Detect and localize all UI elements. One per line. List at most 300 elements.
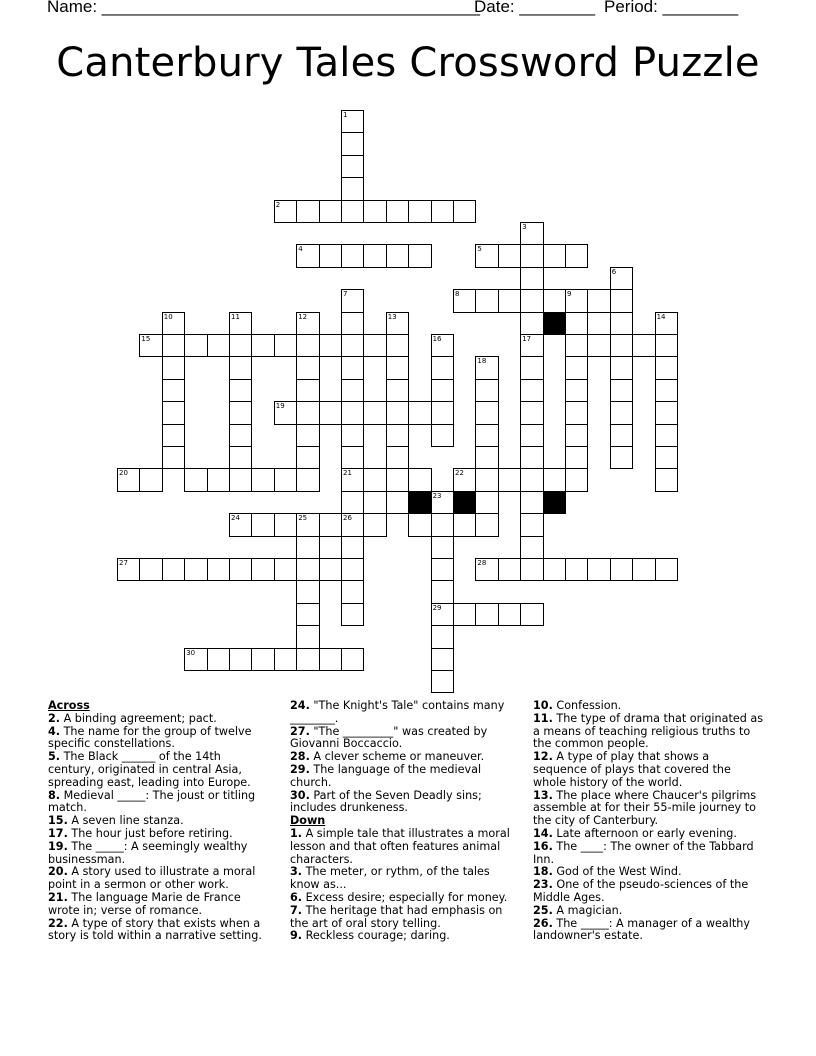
- clue-text: The Black ______ of the 14th century, originated in central Asia, spreading east, leading into Europe.: [48, 750, 251, 789]
- clue-text: A simple tale that illustrates a moral lesson and that often features animal characters.: [290, 826, 510, 866]
- clue-text: A story used to illustrate a moral point in a sermon or other work.: [48, 865, 256, 892]
- crossword-cell[interactable]: [274, 468, 297, 491]
- clue-text: Late afternoon or early evening.: [552, 826, 737, 840]
- crossword-cell[interactable]: [408, 244, 431, 267]
- clue-text: God of the West Wind.: [552, 865, 682, 879]
- crossword-cell[interactable]: [296, 401, 319, 424]
- clue-text: Excess desire; especially for money.: [302, 890, 508, 904]
- clue-text: The _____: A seemingly wealthy businessman.: [48, 839, 248, 866]
- clue-number: 24: [231, 514, 240, 523]
- crossword-cell[interactable]: [341, 580, 364, 603]
- crossword-cell[interactable]: [274, 648, 297, 671]
- crossword-cell[interactable]: [363, 513, 386, 536]
- clue-text: The type of drama that originated as a means of teaching religious truths to the common people.: [533, 711, 764, 751]
- clue-number: 6.: [290, 890, 303, 904]
- clue-item: [533, 879, 765, 905]
- clue-item: [48, 726, 270, 752]
- crossword-cell[interactable]: [520, 424, 543, 447]
- crossword-cell[interactable]: [386, 424, 409, 447]
- date-label: Date: ________: [474, 0, 595, 16]
- crossword-cell[interactable]: [274, 334, 297, 357]
- clue-text: One of the pseudo-sciences of the Middle Ages.: [533, 878, 749, 904]
- crossword-cell[interactable]: [520, 558, 543, 581]
- crossword-cell[interactable]: [251, 558, 274, 581]
- crossword-cell[interactable]: [296, 446, 319, 469]
- crossword-cell[interactable]: [498, 244, 521, 267]
- crossword-cell[interactable]: [319, 334, 342, 357]
- crossword-cell[interactable]: [655, 312, 678, 335]
- crossword-cell[interactable]: [319, 513, 342, 536]
- crossword-cell[interactable]: [162, 356, 185, 379]
- crossword-cell[interactable]: [520, 513, 543, 536]
- clue-text: A type of story that exists when a story is told within a narrative setting.: [48, 916, 262, 943]
- crossword-cell[interactable]: [296, 648, 319, 671]
- crossword-cell[interactable]: [341, 200, 364, 223]
- crossword-cell[interactable]: [296, 424, 319, 447]
- crossword-cell[interactable]: [431, 356, 454, 379]
- crossword-cell[interactable]: [296, 356, 319, 379]
- clue-number: 2: [275, 200, 281, 209]
- clue-number: 16.: [533, 839, 553, 853]
- crossword-cell[interactable]: [296, 244, 319, 267]
- crossword-cell[interactable]: [610, 379, 633, 402]
- clue-text: "The _________" was created by Giovanni Boccaccio.: [290, 724, 488, 751]
- page-title: Canterbury Tales Crossword Puzzle: [56, 40, 760, 86]
- clue-number: 19: [275, 402, 285, 411]
- crossword-cell[interactable]: [431, 536, 454, 559]
- crossword-cell[interactable]: [475, 513, 498, 536]
- clue-number: 14: [656, 312, 666, 321]
- crossword-cell[interactable]: [251, 513, 274, 536]
- clue-number: 20: [119, 469, 128, 478]
- crossword-cell[interactable]: [610, 289, 633, 312]
- clue-number: 22: [455, 469, 464, 478]
- clue-number: 8.: [48, 788, 61, 802]
- crossword-cell[interactable]: [274, 401, 297, 424]
- crossword-cell[interactable]: [229, 356, 252, 379]
- crossword-cell[interactable]: [296, 379, 319, 402]
- crossword-cell[interactable]: [251, 468, 274, 491]
- crossword-cell[interactable]: [610, 424, 633, 447]
- crossword-cell[interactable]: [184, 334, 207, 357]
- crossword-cell[interactable]: [207, 558, 230, 581]
- clue-item: [48, 751, 270, 789]
- crossword-cell[interactable]: [475, 603, 498, 626]
- crossword-cell[interactable]: [296, 558, 319, 581]
- crossword-cell[interactable]: [408, 200, 431, 223]
- crossword-cell[interactable]: [520, 312, 543, 335]
- crossword-cell[interactable]: [565, 401, 588, 424]
- crossword-cell[interactable]: [431, 670, 454, 693]
- clue-item: [533, 790, 765, 828]
- crossword-cell[interactable]: [632, 558, 655, 581]
- clue-number: 10.: [533, 699, 553, 712]
- clue-text: Medieval _____: The joust or titling match.: [48, 788, 256, 815]
- crossword-cell[interactable]: [184, 468, 207, 491]
- crossword-cell[interactable]: [565, 379, 588, 402]
- crossword-cell[interactable]: [341, 155, 364, 178]
- crossword-cell[interactable]: [341, 177, 364, 200]
- crossword-cell[interactable]: [543, 244, 566, 267]
- crossword-cell[interactable]: [565, 312, 588, 335]
- crossword-cell[interactable]: [296, 513, 319, 536]
- crossword-cell[interactable]: [610, 558, 633, 581]
- crossword-cell[interactable]: [341, 312, 364, 335]
- crossword-cell[interactable]: [341, 132, 364, 155]
- clue-text: The hour just before retiring.: [67, 826, 233, 840]
- crossword-cell[interactable]: [162, 401, 185, 424]
- clue-number: 3: [522, 223, 527, 231]
- clue-number: 4: [298, 245, 303, 254]
- crossword-cell[interactable]: [408, 513, 431, 536]
- crossword-cell[interactable]: [431, 513, 454, 536]
- clue-number: 3.: [290, 865, 303, 879]
- crossword-cell[interactable]: [139, 334, 162, 357]
- crossword-cell[interactable]: [520, 244, 543, 267]
- clue-item: [533, 713, 765, 751]
- crossword-cell[interactable]: [296, 468, 319, 491]
- crossword-cell[interactable]: [184, 558, 207, 581]
- crossword-cell[interactable]: [341, 424, 364, 447]
- crossword-cell[interactable]: [453, 513, 476, 536]
- clue-number: 25.: [533, 903, 553, 917]
- clue-text: The heritage that had emphasis on the art of oral story telling.: [290, 903, 503, 930]
- crossword-cell[interactable]: [565, 468, 588, 491]
- across-heading: Across: [48, 699, 90, 712]
- clue-number: 30.: [290, 788, 310, 802]
- crossword-cell[interactable]: [162, 312, 185, 335]
- crossword-cell[interactable]: [229, 648, 252, 671]
- crossword-cell[interactable]: [431, 424, 454, 447]
- clue-number: 26.: [533, 916, 553, 930]
- clue-number: 12.: [533, 750, 553, 764]
- crossword-cell[interactable]: [229, 468, 252, 491]
- clue-text: A clever scheme or maneuver.: [309, 750, 485, 764]
- crossword-cell[interactable]: [274, 200, 297, 223]
- clue-number: 1: [343, 111, 348, 119]
- crossword-cell[interactable]: [363, 244, 386, 267]
- crossword-cell[interactable]: [319, 558, 342, 581]
- crossword-cell[interactable]: [543, 468, 566, 491]
- clue-number: 9: [567, 290, 572, 299]
- clue-item: [290, 790, 512, 816]
- crossword-cell[interactable]: [475, 446, 498, 469]
- crossword-cell[interactable]: [520, 356, 543, 379]
- crossword-cell[interactable]: [162, 446, 185, 469]
- crossword-cell[interactable]: [229, 513, 252, 536]
- clue-number: 28: [477, 559, 487, 567]
- crossword-cell[interactable]: [386, 244, 409, 267]
- clue-item: [48, 790, 270, 816]
- crossword-cell[interactable]: [229, 312, 252, 335]
- crossword-cell[interactable]: [162, 379, 185, 402]
- clue-number: 23: [432, 491, 442, 500]
- crossword-cell[interactable]: [341, 110, 364, 133]
- clue-number: 6: [611, 267, 617, 276]
- crossword-cell[interactable]: [296, 334, 319, 357]
- crossword-cell[interactable]: [565, 244, 588, 267]
- crossword-cell[interactable]: [453, 603, 476, 626]
- crossword-cell[interactable]: [520, 334, 543, 357]
- crossword-cell[interactable]: [475, 244, 498, 267]
- crossword-cell[interactable]: [565, 356, 588, 379]
- crossword-cell[interactable]: [341, 603, 364, 626]
- crossword-cell[interactable]: [565, 558, 588, 581]
- crossword-cell[interactable]: [229, 424, 252, 447]
- clue-item: [48, 892, 270, 918]
- crossword-cell[interactable]: [408, 401, 431, 424]
- clue-text: A type of play that shows a sequence of plays that covered the whole history of the world.: [533, 750, 731, 789]
- clue-text: A magician.: [552, 903, 623, 917]
- clue-number: 23.: [533, 878, 553, 892]
- crossword-cell[interactable]: [251, 334, 274, 357]
- crossword-cell[interactable]: [520, 536, 543, 559]
- crossword-cell[interactable]: [475, 424, 498, 447]
- clue-number: 12: [298, 312, 308, 321]
- clue-number: 1.: [290, 826, 303, 840]
- crossword-cell[interactable]: [139, 558, 162, 581]
- crossword-cell[interactable]: [139, 468, 162, 491]
- clue-number: 5: [477, 245, 482, 254]
- crossword-cell[interactable]: [229, 334, 252, 357]
- crossword-cell[interactable]: [386, 468, 409, 491]
- clue-item: [290, 930, 512, 943]
- crossword-cell[interactable]: [386, 200, 409, 223]
- crossword-cell[interactable]: [296, 625, 319, 648]
- crossword-cell[interactable]: [229, 446, 252, 469]
- crossword-cell[interactable]: [655, 446, 678, 469]
- crossword-cell[interactable]: [610, 312, 633, 335]
- crossword-cell[interactable]: [453, 200, 476, 223]
- clue-number: 13.: [533, 788, 553, 802]
- crossword-cell[interactable]: [453, 491, 476, 514]
- down-clue-list: [290, 828, 512, 943]
- crossword-cell[interactable]: [431, 580, 454, 603]
- clue-number: 10: [163, 312, 173, 321]
- crossword-cell[interactable]: [475, 558, 498, 581]
- crossword-cell[interactable]: [610, 446, 633, 469]
- crossword-cell[interactable]: [655, 401, 678, 424]
- crossword-cell[interactable]: [543, 289, 566, 312]
- crossword-cell[interactable]: [431, 200, 454, 223]
- black-square: [543, 491, 566, 514]
- crossword-cell[interactable]: [632, 334, 655, 357]
- crossword-cell[interactable]: [655, 334, 678, 357]
- crossword-cell[interactable]: [520, 603, 543, 626]
- clue-text: The name for the group of twelve specific constellations.: [48, 724, 252, 751]
- crossword-cell[interactable]: [386, 334, 409, 357]
- crossword-cell[interactable]: [341, 513, 364, 536]
- clue-number: 29.: [290, 762, 310, 776]
- crossword-cell[interactable]: [207, 468, 230, 491]
- crossword-cell[interactable]: [587, 334, 610, 357]
- crossword-cell[interactable]: [475, 356, 498, 379]
- across-clue-list: [48, 713, 270, 943]
- crossword-cell[interactable]: [498, 558, 521, 581]
- clue-text: Part of the Seven Deadly sins; includes drunkeness.: [290, 788, 482, 815]
- crossword-cell[interactable]: [363, 334, 386, 357]
- crossword-cell[interactable]: [341, 536, 364, 559]
- crossword-cell[interactable]: [520, 401, 543, 424]
- clue-item: [290, 764, 512, 790]
- clue-number: 14.: [533, 826, 553, 840]
- crossword-cell[interactable]: [498, 468, 521, 491]
- crossword-cell[interactable]: [565, 424, 588, 447]
- crossword-cell[interactable]: [475, 401, 498, 424]
- crossword-cell[interactable]: [610, 267, 633, 290]
- crossword-cell[interactable]: [363, 468, 386, 491]
- clue-text: The ____: The owner of the Tabbard Inn.: [533, 839, 754, 866]
- crossword-cell[interactable]: [386, 491, 409, 514]
- crossword-cell[interactable]: [341, 446, 364, 469]
- crossword-cell[interactable]: [565, 334, 588, 357]
- across-clue-list-continued: [290, 700, 512, 815]
- crossword-cell[interactable]: [207, 334, 230, 357]
- crossword-cell[interactable]: [363, 200, 386, 223]
- crossword-cell[interactable]: [475, 289, 498, 312]
- crossword-cell[interactable]: [274, 513, 297, 536]
- crossword-cell[interactable]: [341, 356, 364, 379]
- crossword-cell[interactable]: [341, 558, 364, 581]
- clue-item: [48, 866, 270, 892]
- clue-number: 13: [387, 312, 397, 321]
- crossword-cell[interactable]: [498, 289, 521, 312]
- clue-item: [48, 918, 270, 944]
- crossword-cell[interactable]: [229, 401, 252, 424]
- crossword-cell[interactable]: [341, 648, 364, 671]
- clue-number: 27.: [290, 724, 310, 738]
- clues-column-1: [48, 700, 270, 943]
- crossword-cell[interactable]: [117, 558, 140, 581]
- crossword-cell[interactable]: [520, 222, 543, 245]
- crossword-cell[interactable]: [386, 356, 409, 379]
- crossword-cell[interactable]: [274, 558, 297, 581]
- crossword-cell[interactable]: [475, 468, 498, 491]
- crossword-cell[interactable]: [296, 580, 319, 603]
- crossword-cell[interactable]: [117, 468, 140, 491]
- clue-number: 24.: [290, 699, 310, 712]
- crossword-cell[interactable]: [520, 267, 543, 290]
- crossword-cell[interactable]: [520, 379, 543, 402]
- crossword-cell[interactable]: [655, 424, 678, 447]
- crossword-cell[interactable]: [565, 446, 588, 469]
- crossword-cell[interactable]: [520, 446, 543, 469]
- crossword-cell[interactable]: [655, 468, 678, 491]
- crossword-cell[interactable]: [229, 558, 252, 581]
- crossword-cell[interactable]: [386, 446, 409, 469]
- crossword-cell[interactable]: [610, 334, 633, 357]
- crossword-cell[interactable]: [386, 312, 409, 335]
- crossword-cell[interactable]: [610, 401, 633, 424]
- crossword-cell[interactable]: [162, 334, 185, 357]
- crossword-cell[interactable]: [296, 200, 319, 223]
- crossword-cell[interactable]: [520, 491, 543, 514]
- clue-number: 7.: [290, 903, 303, 917]
- crossword-cell[interactable]: [431, 558, 454, 581]
- crossword-cell[interactable]: [431, 379, 454, 402]
- crossword-cell[interactable]: [655, 356, 678, 379]
- clue-number: 11.: [533, 711, 553, 725]
- crossword-cell[interactable]: [341, 491, 364, 514]
- crossword-cell[interactable]: [587, 289, 610, 312]
- clue-number: 26: [343, 514, 352, 523]
- crossword-cell[interactable]: [341, 468, 364, 491]
- clue-item: [533, 841, 765, 867]
- crossword-cell[interactable]: [431, 401, 454, 424]
- crossword-cell[interactable]: [319, 200, 342, 223]
- crossword-cell[interactable]: [655, 558, 678, 581]
- crossword-cell[interactable]: [408, 468, 431, 491]
- clue-number: 29: [432, 603, 442, 612]
- crossword-cell[interactable]: [341, 401, 364, 424]
- clue-item: [290, 828, 512, 866]
- crossword-cell[interactable]: [565, 289, 588, 312]
- crossword-cell[interactable]: [453, 468, 476, 491]
- crossword-cell[interactable]: [184, 648, 207, 671]
- crossword-cell[interactable]: [475, 491, 498, 514]
- crossword-cell[interactable]: [341, 244, 364, 267]
- clue-number: 9.: [290, 929, 303, 943]
- crossword-cell[interactable]: [431, 625, 454, 648]
- crossword-cell[interactable]: [610, 356, 633, 379]
- crossword-cell[interactable]: [251, 648, 274, 671]
- clue-number: 25: [298, 514, 308, 523]
- crossword-cell[interactable]: [341, 289, 364, 312]
- crossword-cell[interactable]: [296, 536, 319, 559]
- crossword-cell[interactable]: [319, 401, 342, 424]
- crossword-cell[interactable]: [520, 289, 543, 312]
- crossword-cell[interactable]: [655, 379, 678, 402]
- crossword-cell[interactable]: [431, 491, 454, 514]
- clue-number: 18.: [533, 865, 553, 879]
- crossword-cell[interactable]: [520, 468, 543, 491]
- clue-number: 27: [119, 559, 128, 567]
- clue-number: 30: [186, 648, 196, 657]
- crossword-cell[interactable]: [229, 379, 252, 402]
- crossword-cell[interactable]: [587, 558, 610, 581]
- clue-text: A seven line stanza.: [67, 814, 184, 828]
- clue-number: 11: [231, 312, 240, 321]
- crossword-cell[interactable]: [207, 648, 230, 671]
- crossword-cell[interactable]: [453, 289, 476, 312]
- down-clue-list-continued: [533, 700, 765, 943]
- crossword-cell[interactable]: [386, 379, 409, 402]
- crossword-cell[interactable]: [475, 379, 498, 402]
- crossword-cell[interactable]: [431, 334, 454, 357]
- crossword-cell[interactable]: [431, 603, 454, 626]
- clue-text: A binding agreement; pact.: [60, 711, 217, 725]
- name-label: Name: ________________________________________: [47, 0, 480, 16]
- crossword-cell[interactable]: [162, 424, 185, 447]
- crossword-cell[interactable]: [341, 379, 364, 402]
- crossword-cell[interactable]: [498, 603, 521, 626]
- crossword-cell[interactable]: [363, 401, 386, 424]
- clue-text: The meter, or rythm, of the tales know as...: [290, 865, 490, 892]
- crossword-cell[interactable]: [162, 558, 185, 581]
- crossword-cell[interactable]: [319, 648, 342, 671]
- crossword-cell[interactable]: [296, 312, 319, 335]
- crossword-cell[interactable]: [319, 244, 342, 267]
- clue-number: 28.: [290, 750, 310, 764]
- crossword-cell[interactable]: [431, 648, 454, 671]
- clue-item: [48, 841, 270, 867]
- crossword-cell[interactable]: [543, 558, 566, 581]
- crossword-cell[interactable]: [296, 603, 319, 626]
- clue-number: 8: [455, 290, 460, 299]
- black-square: [543, 312, 566, 335]
- crossword-cell[interactable]: [341, 334, 364, 357]
- crossword-cell[interactable]: [386, 401, 409, 424]
